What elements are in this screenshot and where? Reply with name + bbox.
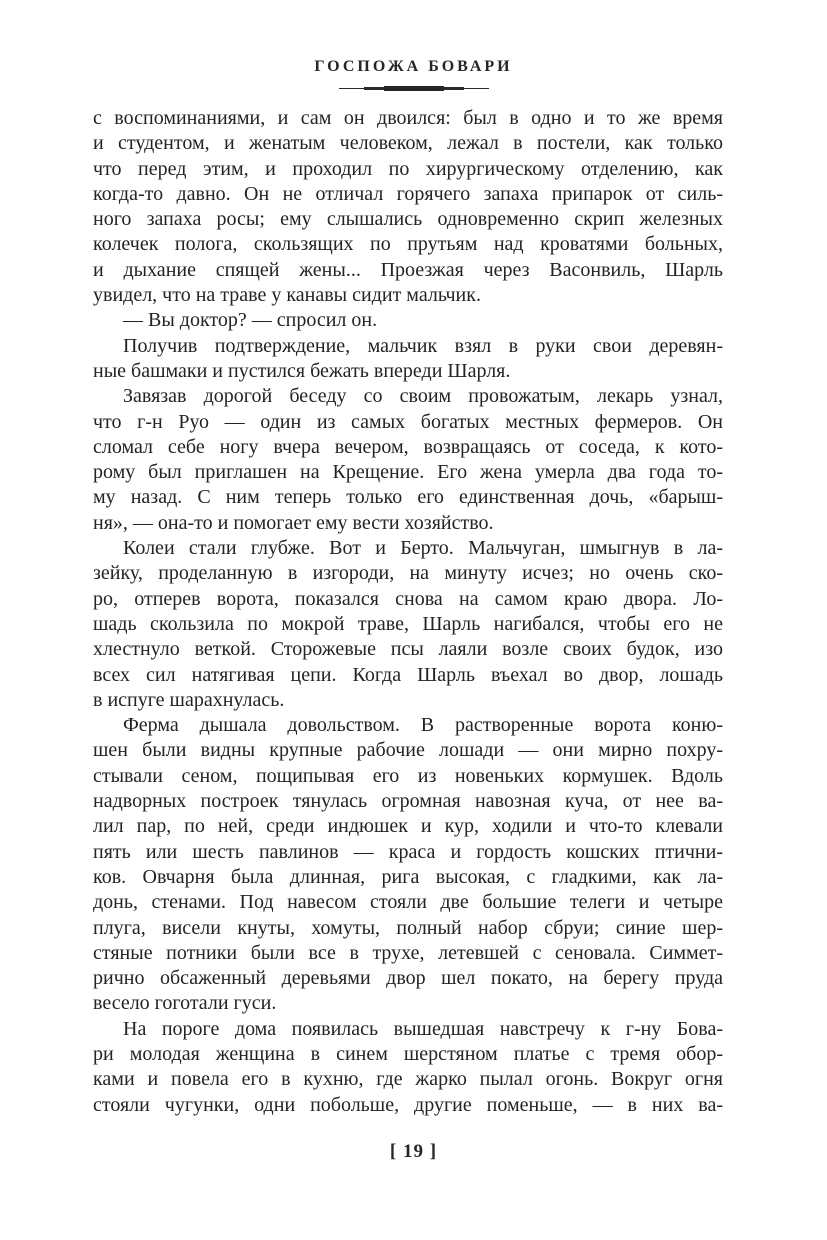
text-line: Завязав дорогой беседу со своим провожатым, лекарь узнал, [123,385,723,408]
text-line: весело гоготали гуси. [93,992,277,1015]
text-line: Получив подтверждение, мальчик взял в руки свои деревян- [123,334,723,357]
text-line: шен были видны крупные рабочие лошади — они мирно похру- [93,739,723,762]
text-line: с воспоминаниями, и сам он двоился: был в одно и то же время [93,107,723,129]
text-line: стяные потники были все в трухе, летевшей с сеновала. Симмет- [93,941,723,964]
text-line: донь, стенами. Под навесом стояли две большие телеги и четыре [93,891,723,914]
text-line: и студентом, и женатым человеком, лежал в постели, как только [93,132,723,155]
text-line: Ферма дышала довольством. В растворенные ворота коню- [123,714,723,737]
text-line: плуга, висели кнуты, хомуты, полный набор сбруи; синие шер- [93,916,723,939]
text-line: На пороге дома появилась вышедшая навстречу к г-ну Бова- [123,1017,723,1040]
text-line: ро, отперев ворота, показался снова на самом краю двора. Ло- [93,587,723,610]
text-line: сломал себе ногу вчера вечером, возвращаясь от соседа, к кото- [93,435,723,458]
text-line: хлестнуло веткой. Сторожевые псы лаяли возле своих будок, изо [93,638,723,661]
text-line: ков. Овчарня была длинная, рига высокая, с гладкими, как ла- [93,865,723,888]
text-line: ные башмаки и пустился бежать впереди Шарля. [93,359,511,382]
text-line: что г-н Руо — один из самых богатых местных фермеров. Он [93,410,723,433]
text-line: когда-то давно. Он не отличал горячего запаха припарок от силь- [93,182,723,205]
text-line: надворных построек тянулась огромная навозная куча, от нее ва- [93,790,723,813]
text-line: увидел, что на траве у канавы сидит мальчик. [93,284,481,307]
text-line: ками и повела его в кухню, где жарко пылал огонь. Вокруг огня [93,1068,723,1091]
text-line: в испуге шарахнулась. [93,688,285,711]
text-line: му назад. С ним теперь только его единственная дочь, «барыш- [93,486,723,509]
header-divider-ornament [339,85,489,91]
text-line: шадь скользила по мокрой траве, Шарль нагибался, чтобы его не [93,612,723,635]
text-line: пять или шесть павлинов — краса и гордость кошских птични- [93,840,723,863]
running-header-title: ГОСПОЖА БОВАРИ [314,58,513,75]
text-line: Колеи стали глубже. Вот и Берто. Мальчуган, шмыгнув в ла- [123,537,723,560]
text-line: зейку, проделанную в изгороди, на минуту исчез; но очень ско- [93,562,723,585]
page-body-text [93,106,723,1118]
text-line: всех сил натягивая цепи. Когда Шарль въехал во двор, лошадь [93,663,723,686]
text-line: лил пар, по ней, среди индюшек и кур, ходили и что-то клевали [93,815,723,838]
text-line: колечек полога, скользящих по прутьям над кроватями больных, [93,233,723,256]
text-line: — Вы доктор? — спросил он. [123,309,378,332]
text-line: ри молодая женщина в синем шерстяном платье с тремя обор- [93,1042,723,1065]
divider-center-bar [384,86,444,91]
page-number: [ 19 ] [389,1141,438,1162]
text-line: рому был приглашен на Крещение. Его жена умерла два года то- [93,461,723,484]
text-line: и дыхание спящей жены... Проезжая через Васонвиль, Шарль [93,258,723,281]
text-line: рично обсаженный деревьями двор шел покато, на берегу пруда [93,967,723,990]
text-line: ня», — она-то и помогает ему вести хозяйство. [93,511,494,534]
text-line: стывали сеном, пощипывая его из новеньких кормушек. Вдоль [93,764,723,787]
text-line: стояли чугунки, одни побольше, другие поменьше, — в них ва- [93,1093,723,1116]
text-line: что перед этим, и проходил по хирургическому отделению, как [93,157,723,180]
text-line: ного запаха росы; ему слышались одновременно скрип железных [93,208,723,231]
